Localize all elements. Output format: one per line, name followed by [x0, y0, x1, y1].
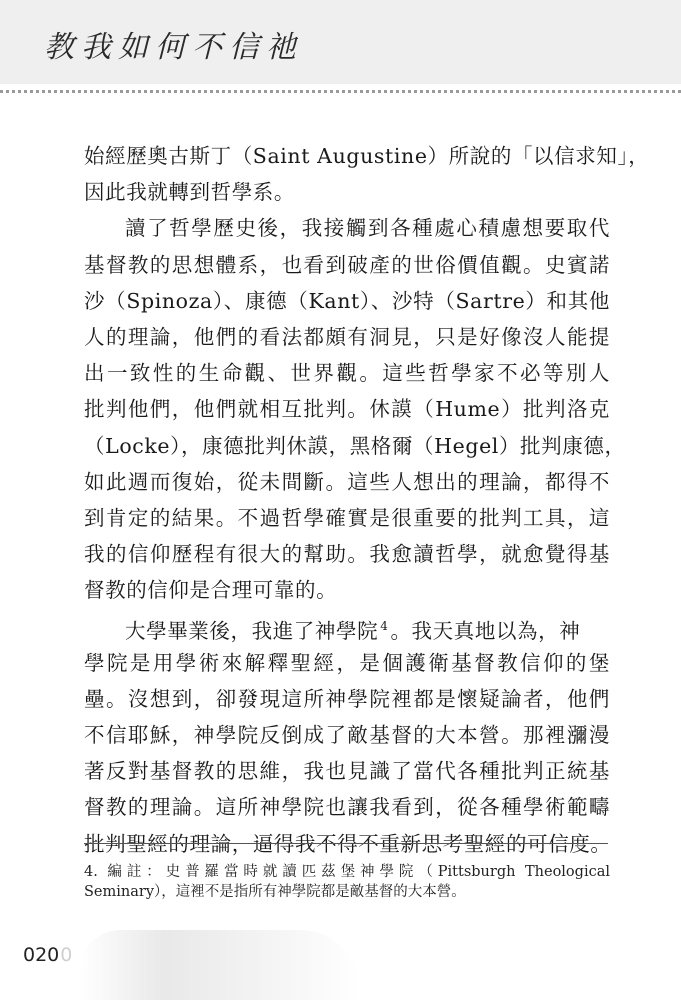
text-line: 讀了哲學歷史後，我接觸到各種處心積慮想要取代	[125, 216, 610, 241]
body-text	[84, 138, 650, 862]
footnote	[84, 862, 610, 902]
text-line: 因此我就轉到哲學系。	[84, 180, 295, 205]
footnote-reference: 4	[380, 619, 389, 634]
text-line: 批判聖經的理論，逼得我不得不重新思考聖經的可信度。	[84, 831, 612, 856]
decorative-illustration	[80, 930, 360, 1000]
page-number-text: 020	[23, 944, 60, 966]
text-line: 著反對基督教的思維，我也見識了當代各種批判正統基	[84, 759, 610, 784]
text-line: （Locke），康德批判休謨，黑格爾（Hegel）批判康德，	[84, 433, 626, 458]
text-line: 到肯定的結果。不過哲學確實是很重要的批判工具，這	[84, 505, 610, 530]
text-line: 督教的理論。這所神學院也讓我看到，從各種學術範疇	[84, 795, 610, 820]
text-segment: 大學畢業後，我進了神學院	[125, 619, 379, 644]
page-number-ghost: 0	[60, 944, 73, 966]
book-title: 教我如何不信祂	[44, 30, 303, 65]
footnote-line: Seminary），這裡不是指所有神學院都是敵基督的大本營。	[84, 884, 466, 900]
text-line: 不信耶穌，神學院反倒成了敵基督的大本營。那裡瀰漫	[84, 723, 610, 747]
running-header	[0, 0, 681, 84]
text-line: 出一致性的生命觀、世界觀。這些哲學家不必等別人	[84, 361, 610, 386]
text-line: 如此週而復始，從未間斷。這些人想出的理論，都得不	[84, 469, 610, 494]
page-number	[23, 944, 72, 966]
text-line: 我的信仰歷程有很大的幫助。我愈讀哲學，就愈覺得基	[84, 542, 610, 567]
header-divider	[0, 90, 681, 93]
text-line: 基督教的思想體系，也看到破產的世俗價值觀。史賓諾	[84, 252, 610, 277]
text-line	[84, 608, 610, 644]
text-segment: 。我天真地以為，神	[390, 619, 581, 644]
text-line: 沙（Spinoza）、康德（Kant）、沙特（Sartre）和其他	[84, 288, 610, 313]
text-line: 督教的信仰是合理可靠的。	[84, 578, 338, 603]
text-line: 始經歷奧古斯丁（Saint Augustine）所說的「以信求知」，	[84, 144, 650, 168]
text-line: 人的理論，他們的看法都頗有洞見，只是好像沒人能提	[84, 324, 610, 349]
text-line: 學院是用學術來解釋聖經，是個護衛基督教信仰的堡	[84, 650, 610, 675]
footnote-line: 4. 編註：史普羅當時就讀匹茲堡神學院（Pittsburgh Theological	[84, 864, 610, 880]
footnote-divider	[84, 843, 608, 844]
text-line: 批判他們，他們就相互批判。休謨（Hume）批判洛克	[84, 397, 610, 422]
text-line: 壘。沒想到，卻發現這所神學院裡都是懷疑論者，他們	[84, 686, 610, 711]
